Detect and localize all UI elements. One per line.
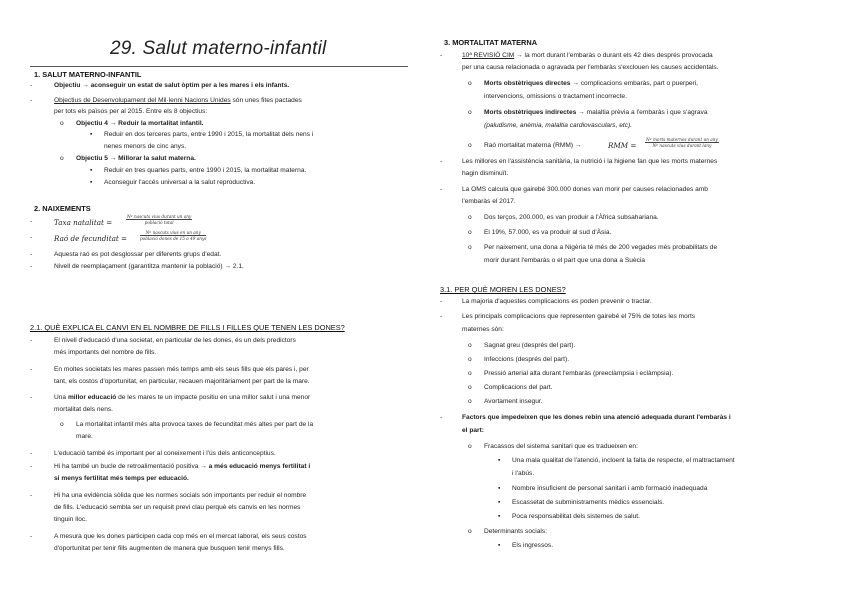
paragraph-line: Fracassos del sistema sanitari que es tradueixen en: (484, 443, 638, 450)
odm-underlined: Objectius de Desenvolupament del Mil·lenni Nacions Unides (54, 97, 231, 104)
circle-bullet: o (468, 528, 472, 535)
rmm-fraction (645, 137, 719, 148)
odm-text (54, 97, 302, 105)
paragraph-line (462, 52, 713, 60)
square-bullet: ▪ (90, 179, 93, 186)
square-bullet: ▪ (498, 542, 501, 549)
paragraph-line: Factors que impedeixen que les dones rebin una atenció adequada durant l'embaràs i (462, 414, 731, 421)
paragraph-line: A mesura que les dones participen cada cop més en el mercat laboral, els seus costos (54, 533, 307, 540)
circle-bullet: o (468, 384, 472, 391)
section-2-heading: 2. NAIXEMENTS (34, 204, 91, 213)
dash-bullet: - (30, 234, 33, 241)
bold-run: Morts obstètriques directes (484, 80, 571, 87)
paragraph-line: maternes són: (462, 326, 504, 333)
bold-run: a més educació menys fertilitat i (208, 463, 311, 470)
paragraph-line: i l'abús. (512, 470, 535, 477)
text-run: Una (54, 394, 68, 401)
paragraph-line: Les millores en l'assistència sanitària, la nutrició i la higiene fan que les morts maternes (462, 158, 718, 165)
paragraph-line: Per naixement, una dona a Nigèria té més de 200 vegades més probabilitats de (484, 244, 718, 251)
paragraph-line: mortalitat dels nens. (54, 406, 114, 413)
rmm-denominator: Nº nascuts vius durant lany (652, 143, 712, 148)
paragraph-line: Infeccions (després del part). (484, 356, 570, 363)
ratio-breakdown-text: Aquesta raó es pot desglossar per diferents grups d'edat. (54, 251, 222, 258)
paragraph-line: tinguin lloc. (54, 516, 87, 523)
paragraph-line: Poca responsabilitat dels sistemes de salut. (512, 513, 640, 520)
dash-bullet: - (440, 298, 443, 305)
dash-bullet: - (30, 366, 33, 373)
section-3-1-heading: 3.1. PER QUÈ MOREN LES DONES? (440, 285, 566, 294)
square-bullet: ▪ (498, 457, 501, 464)
text-run: → complicacions embaràs, part o puerperi, (570, 80, 699, 87)
dash-bullet: - (30, 263, 33, 270)
odm-text-line2: per tots els països per al 2015. Entre els 8 objectius: (54, 108, 208, 115)
paragraph-line: de fills. L'educació sembla ser un requisit previ clau perquè els canvis en les normes (54, 504, 301, 511)
objective-5-detail-2: Aconseguir l'accés universal a la salut reproductiva. (104, 179, 256, 186)
paragraph-line (54, 463, 310, 471)
circle-bullet: o (468, 229, 472, 236)
paragraph-line: morir durant l'embaràs o el part que una dona a Suècia (484, 257, 646, 264)
paragraph-line: (paludisme, anèmia, malaltia cardiovasculars, etc). (484, 122, 633, 129)
dash-bullet: - (30, 450, 33, 457)
text-run: de les mares te un impacte positiu en una millor salut i una menor (116, 394, 311, 401)
bold-run: Morts obstètriques indirectes (484, 109, 577, 116)
dash-bullet: - (30, 394, 33, 401)
circle-bullet: o (468, 356, 472, 363)
paragraph-line: hagin disminuït. (462, 170, 509, 177)
paragraph-line: Complicacions del part. (484, 384, 553, 391)
replacement-level-text: Nivell de reemplaçament (garantitza mantenir la població) → 2.1. (54, 263, 244, 270)
section-3-heading: 3. MORTALITAT MATERNA (444, 38, 538, 47)
paragraph-line: per una causa relacionada o agravada per l'embaràs s'exclouen les causes accidentals. (462, 64, 719, 71)
square-bullet: ▪ (498, 513, 501, 520)
text-run: → la mort durant l'embaràs o durant els 42 dies després provocada (514, 52, 713, 59)
paragraph-line: La majoria d'aquestes complicacions es poden prevenir o tractar. (462, 298, 652, 305)
birth-rate-denominator: població total (144, 220, 174, 225)
dash-bullet: - (30, 492, 33, 499)
paragraph-line: El 19%, 57.000, es va produir al sud d'Àsia. (484, 229, 612, 236)
paragraph-line: si menys fertilitat més temps per educació. (54, 475, 189, 482)
paragraph-line: d'oportunitat per tenir fills augmenten de manera que busquen tenir menys fills. (54, 545, 285, 552)
paragraph-line: Escassetat de subministraments mèdics essencials. (512, 499, 665, 506)
circle-bullet: o (468, 342, 472, 349)
square-bullet: ▪ (90, 131, 93, 138)
paragraph-line: Raó mortalitat materna (RMM) → (484, 142, 582, 149)
circle-bullet: o (468, 142, 472, 149)
paragraph-line: La OMS calcula que gairebé 300.000 dones van morir per causes relacionades amb (462, 186, 708, 193)
paragraph-line: Dos terços, 200.000, es van produir a l'Àfrica subsahariana. (484, 214, 659, 221)
objective-4-detail: Reduir en dos terceres parts, entre 1990 i 2015, la mortalitat dels nens i (104, 131, 314, 138)
square-bullet: ▪ (90, 167, 93, 174)
dash-bullet: - (30, 251, 33, 258)
objective-text: Objectiu → aconseguir un estat de salut òptim per a les mares i els infants. (54, 82, 290, 89)
square-bullet: ▪ (498, 499, 501, 506)
circle-bullet: o (60, 421, 64, 428)
dash-bullet: - (30, 463, 33, 470)
circle-bullet: o (468, 370, 472, 377)
section-2-1-heading: 2.1. QUÈ EXPLICA EL CANVI EN EL NOMBRE DE FILLS I FILLES QUE TENEN LES DONES? (30, 323, 345, 332)
paragraph-line (484, 80, 698, 88)
dash-bullet: - (440, 313, 443, 320)
paragraph-line: el part: (462, 427, 484, 434)
dash-bullet: - (30, 82, 33, 89)
dash-bullet: - (30, 533, 33, 540)
bold-run: millor educació (67, 394, 117, 401)
paragraph-line: Nombre insuficient de personal sanitari i amb formació inadequada (512, 485, 708, 492)
paragraph-line: Sagnat greu (després del part). (484, 342, 576, 349)
fertility-ratio-denominator: població dones de 15 a 49 anys (140, 236, 207, 241)
paragraph-line: Les principals complicacions que representen gairebé el 75% de totes les morts (462, 313, 696, 320)
circle-bullet: o (468, 244, 472, 251)
paragraph-line: Els ingressos. (512, 542, 554, 549)
birth-rate-fraction (126, 214, 192, 225)
paragraph-line: tant, els costos d'oportunitat, en particular, recauen majoritàriament per part de la mare. (54, 378, 310, 385)
title-rule (30, 66, 408, 67)
page-title: 29. Salut materno-infantil (110, 38, 327, 59)
right-column (440, 0, 820, 599)
dash-bullet: - (440, 52, 443, 59)
fertility-ratio-numerator: Nº nascuts vius en un any (140, 230, 206, 236)
square-bullet: ▪ (498, 485, 501, 492)
dash-bullet: - (440, 414, 443, 421)
text-run: → malaltia prèvia a l'embaràs i que s'agrava (576, 109, 708, 116)
dash-bullet: - (440, 186, 443, 193)
paragraph-line: mare. (76, 433, 93, 440)
circle-bullet: o (468, 398, 472, 405)
objective-5: Objectiu 5 → Millorar la salut materna. (76, 155, 196, 162)
birth-rate-numerator: Nº nascuts vius durant un any (127, 214, 192, 219)
objective-5-detail-1: Reduir en tres quartes parts, entre 1990 i 2015, la mortalitat materna. (104, 167, 307, 174)
paragraph-line: l'embaràs el 2017. (462, 198, 516, 205)
dash-bullet: - (440, 158, 443, 165)
fertility-ratio-formula-lhs: Raó de fecunditat = (54, 234, 128, 243)
paragraph-line: El nivell d'educació d'una societat, en particular de les dones, és un dels predictors (54, 337, 296, 344)
section-1-heading: 1. SALUT MATERNO-INFANTIL (34, 70, 142, 79)
circle-bullet: o (468, 214, 472, 221)
objective-4: Objectiu 4 → Reduir la mortalitat infantil. (76, 120, 204, 127)
paragraph-line: Una mala qualitat de l'atenció, incloent la falta de respecte, el maltractament (512, 457, 735, 464)
paragraph-line: Determinants socials: (484, 528, 548, 535)
circle-bullet: o (60, 120, 64, 127)
objective-4-detail-line2: nenes menors de cinc anys. (104, 143, 187, 150)
dash-bullet: - (30, 337, 33, 344)
birth-rate-formula-lhs: Taxa natalitat = (54, 218, 113, 227)
fertility-ratio-fraction (140, 230, 206, 241)
dash-bullet: - (30, 218, 33, 225)
paragraph-line: Avortament insegur. (484, 398, 543, 405)
text-run: Hi ha també un bucle de retroalimentació positiva → (54, 463, 209, 470)
underlined-run: 10ª REVISIÓ CIM (462, 52, 515, 59)
circle-bullet: o (468, 443, 472, 450)
rmm-numerator: Nº morts maternes durant un any (646, 137, 718, 142)
paragraph-line: La mortalitat infantil més alta provoca taxes de fecunditat més altes per part de la (76, 421, 314, 428)
paragraph-line: intervencions, omissions o tractament incorrecte. (484, 93, 627, 100)
dash-bullet: - (30, 97, 33, 104)
paragraph-line: Hi ha una evidència sòlida que les normes socials són importants per reduir el nombre (54, 492, 307, 499)
circle-bullet: o (468, 109, 472, 116)
left-column (30, 0, 408, 599)
paragraph-line (54, 394, 310, 402)
rmm-formula-lhs: RMM = (608, 141, 637, 150)
paragraph-line: Pressió arterial alta durant l'embaràs (preeclàmpsia i eclàmpsia). (484, 370, 674, 377)
circle-bullet: o (60, 155, 64, 162)
circle-bullet: o (468, 80, 472, 87)
odm-rest: són unes fites pactades (230, 97, 302, 104)
paragraph-line: més importants del nombre de fills. (54, 349, 157, 356)
paragraph-line: En moltes societats les mares passen més temps amb els seus fills que els pares i, per (54, 366, 309, 373)
paragraph-line (484, 109, 708, 117)
paragraph-line: L'educació també és important per al coneixement i l'ús dels anticonceptius. (54, 450, 276, 457)
